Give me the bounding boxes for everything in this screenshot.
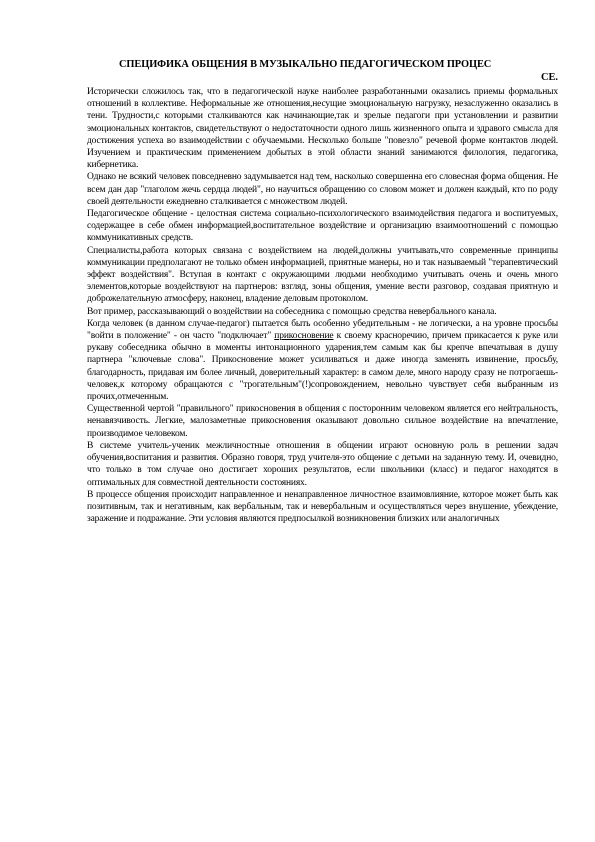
paragraph-8: В системе учитель-ученик межличностные отношения в общении играют основную роль в решении задач обучения,воспитания и развития. Образно говоря, труд учителя-это общение с детьми на заданную тему. И, очевидно, что только в том случае оно достигает хороших результатов, если школьники (класс) и педагог находятся в оптимальных для совместной деятельности состояниях. xyxy=(87,440,558,488)
paragraph-4: Специалисты,работа которых связана с воздействием на людей,должны учитывать,что современные принципы коммуникации предполагают не только обмен информацией, приятные манеры, но и так называемый "терапевтический эффект воздействия". Вступая в контакт с окружающими людьми необходимо учитывать очень и очень много элементов,которые воздействуют на партнеров: взгляд, зоны общения, умение вести разговор, создавая приятную и доброжелательную атмосферу, наконец, владение деловым протоколом. xyxy=(87,245,558,305)
document-title-continuation: СЕ. xyxy=(540,72,558,83)
paragraph-1: Исторически сложилось так, что в педагогической науке наиболее разработанными оказались приемы формальных отношений в коллективе. Неформальные же отношения,несущие эмоциональную нагрузку, незаслуженно оказались в тени. Трудности,с которыми сталкиваются как начинающие,так и зрелые педагоги при установлении и развитии эмоциональных контактов, свидетельствуют о недостаточности одного лишь жизненного опыта и здравого смысла для достижения успеха во взаимодействии с обучаемыми. Несколько больше "повезло" речевой форме контактов людей. Изучением и практическим применением добытых в этой области знаний занимаются филология, педагогика, кибернетика. xyxy=(87,87,558,171)
paragraph-6-part-1: Когда человек (в данном случае-педагог) пытается быть особенно убедительным - не логически, а на уровне просьбы "войти в положение" - он часто "подключает" xyxy=(87,318,558,342)
document-title: СПЕЦИФИКА ОБЩЕНИЯ В МУЗЫКАЛЬНО ПЕДАГОГИЧЕСКОМ ПРОЦЕС xyxy=(119,59,492,70)
paragraph-7: Существенной чертой "правильного" прикосновения в общения с посторонним человеком является его нейтральность, ненавязчивость. Легкие, малозаметные прикосновения оказывают довольно сильное воздействие на впечатление, производимое человеком. xyxy=(87,404,558,439)
paragraph-6 xyxy=(87,318,558,403)
paragraph-6-part-2: к своему красноречию, причем прикасается к руке или рукаву собеседника обычно в моменты интонационного ударения,тем самым как бы крепче впечатывая в душу партнера "ключевые слова". Прикосновение может усиливаться и даже иногда заменять извинение, просьбу, благодарность, придавая им более личный, доверительный характер: в самом деле, много народу сразу не потрогаешь-человек,к которому обращаются с "трогательным"(!)сопровождением, невольно чувствует себя выбранным из прочих,отмеченным. xyxy=(87,331,558,403)
paragraph-5: Вот пример, рассказывающий о воздействии на собеседника с помощью средства невербального канала. xyxy=(87,306,497,317)
paragraph-9: В процессе общения происходит направленное и ненаправленное личностное взаимовлияние, которое может быть как позитивным, так и негативным, как вербальным, так и невербальным и осуществляться через внушение, убеждение, заражение и подражание. Эти условия являются предпосылкой возникновения близких или аналогичных xyxy=(87,489,558,525)
underlined-term: прикосновение xyxy=(274,331,334,342)
document-body xyxy=(87,86,558,525)
paragraph-2: Однако не всякий человек повседневно задумывается над тем, насколько совершенна его словесная форма общения. Не всем дан дар "глаголом жечь сердца людей", но научиться обращению со словом может и должен каждый, кто по роду своей деятельности ежедневно сталкивается с множеством людей. xyxy=(87,172,558,207)
paragraph-3: Педагогическое общение - целостная система социально-психологического взаимодействия педагога и воспитуемых, содержащее в себе обмен информацией,воспитательное воздействие и организацию взаимоотношений с помощью коммуникативных средств. xyxy=(87,209,558,244)
